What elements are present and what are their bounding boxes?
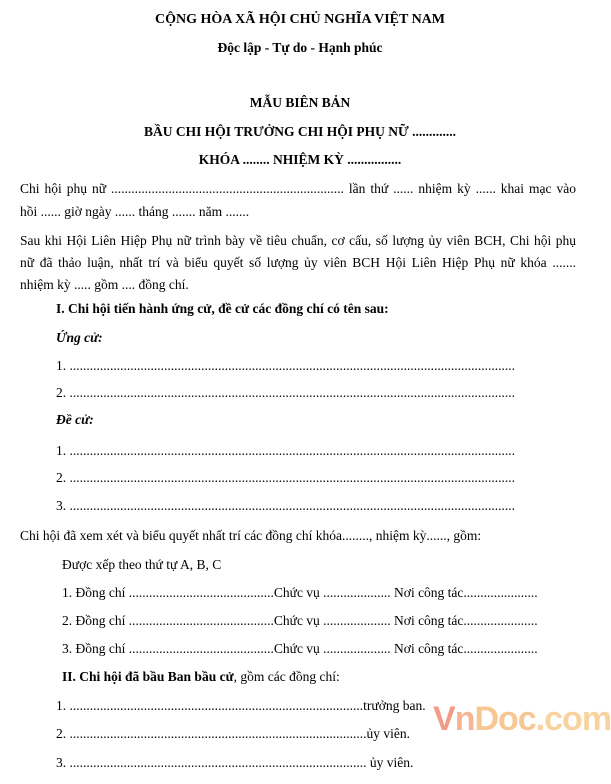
- nomination-self-label: Ứng cử:: [56, 330, 103, 345]
- member-row-1: 1. Đồng chí ...........................................Chức vụ .................... Nơi công tác......................: [62, 585, 538, 600]
- election-board-item-1: 1. .......................................................................................trưởng ban.: [56, 698, 426, 713]
- nomination-self-item-2: 2. ....................................................................................................................................: [56, 385, 515, 400]
- section-2-heading: [62, 669, 340, 685]
- election-board-item-2: 2. ........................................................................................ủy viên.: [56, 726, 410, 741]
- section-1-heading: I. Chi hội tiến hành ứng cử, đề cử các đồng chí có tên sau:: [56, 301, 389, 316]
- order-note: Được xếp theo thứ tự A, B, C: [62, 557, 222, 572]
- member-row-3: 3. Đồng chí ...........................................Chức vụ .................... Nơi công tác......................: [62, 641, 538, 656]
- document-title: MẪU BIÊN BẢN: [249, 95, 351, 110]
- section-2-heading-bold: II. Chi hội đã bầu Ban bầu cử: [62, 669, 234, 684]
- member-row-2: 2. Đồng chí ...........................................Chức vụ .................... Nơi công tác......................: [62, 613, 538, 628]
- intro-para2-line-2: nữ đã thảo luận, nhất trí và biểu quyết số lượng ủy viên BCH Hội Liên Hiệp Phụ nữ khóa .......: [20, 255, 576, 270]
- nomination-self-item-1: 1. ....................................................................................................................................: [56, 358, 515, 373]
- nomination-proposed-label: Đề cử:: [56, 412, 94, 427]
- intro-para2-line-3: nhiệm kỳ ..... gồm .... đồng chí.: [20, 277, 189, 292]
- intro-line-1: Chi hội phụ nữ ..................................................................... lần thứ ...... nhiệm kỳ ...... khai mạc vào: [20, 181, 576, 196]
- nomination-proposed-item-3: 3. ....................................................................................................................................: [56, 498, 515, 513]
- vote-statement: Chi hội đã xem xét và biểu quyết nhất trí các đồng chí khóa........, nhiệm kỳ......, gồm:: [20, 528, 482, 543]
- motto: Độc lập - Tự do - Hạnh phúc: [217, 40, 383, 55]
- term-line: KHÓA ........ NHIỆM KỲ ................: [198, 152, 402, 167]
- intro-para2-line-1: Sau khi Hội Liên Hiệp Phụ nữ trình bày về tiêu chuẩn, cơ cấu, số lượng ủy viên BCH, Chi hội phụ: [20, 233, 576, 248]
- document-subtitle: BẦU CHI HỘI TRƯỞNG CHI HỘI PHỤ NỮ .............: [144, 124, 456, 139]
- section-2-heading-rest: , gồm các đồng chí:: [233, 669, 340, 684]
- election-board-item-3: 3. ........................................................................................ ủy viên.: [56, 755, 414, 770]
- country-name: CỘNG HÒA XÃ HỘI CHỦ NGHĨA VIỆT NAM: [154, 12, 445, 27]
- nomination-proposed-item-2: 2. ....................................................................................................................................: [56, 470, 515, 485]
- intro-line-2: hồi ...... giờ ngày ...... tháng ....... năm .......: [20, 204, 250, 219]
- vndoc-watermark: VnDoc.com: [433, 700, 611, 738]
- nomination-proposed-item-1: 1. ....................................................................................................................................: [56, 443, 515, 458]
